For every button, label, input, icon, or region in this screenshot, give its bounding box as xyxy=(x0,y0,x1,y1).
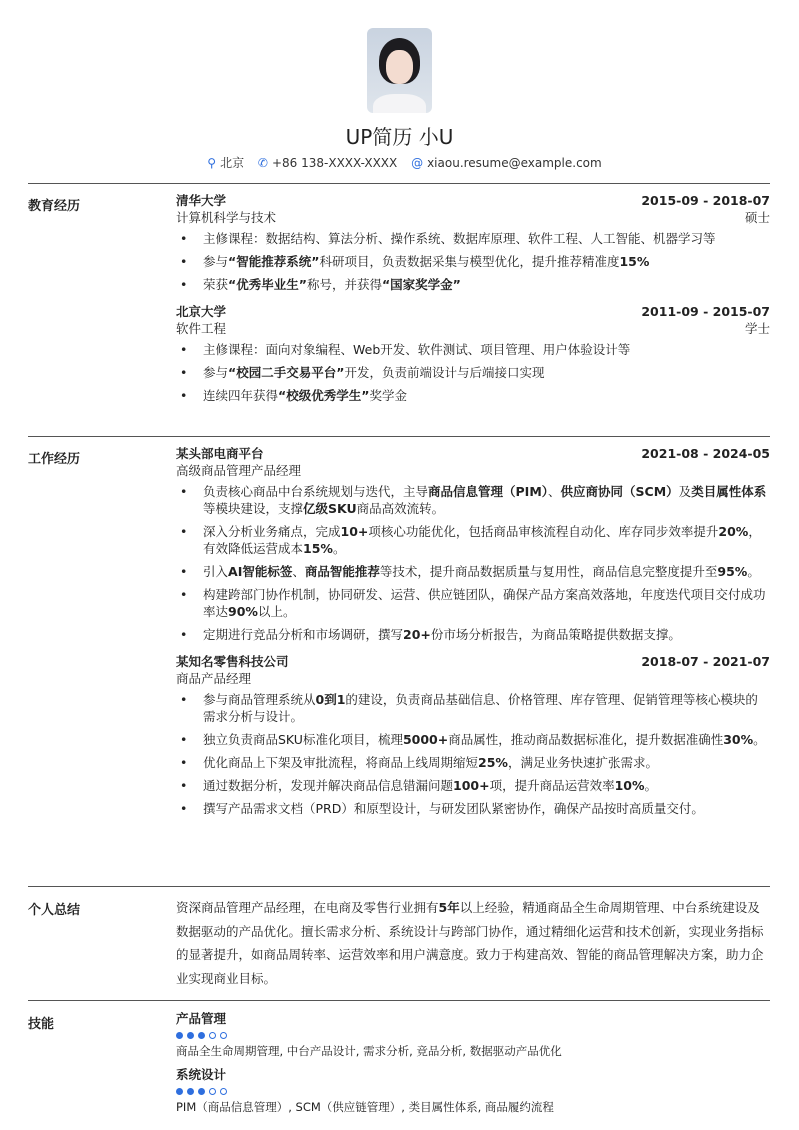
text-segment: 以上。 xyxy=(257,604,296,619)
text-segment: 引入 xyxy=(203,564,229,579)
organization: 清华大学 xyxy=(176,193,227,208)
section-label-summary: 个人总结 xyxy=(28,903,81,918)
text-segment: 定期进行竞品分析和市场调研，撰写 xyxy=(203,627,404,642)
text-segment: 。 xyxy=(644,778,658,793)
contact-info xyxy=(0,154,799,171)
education-entry xyxy=(176,303,770,404)
filled-dot-icon xyxy=(187,1032,194,1039)
bullet-list xyxy=(176,230,770,293)
role: 计算机科学与技术 xyxy=(176,210,277,225)
bold-text: 供应商协同（SCM） xyxy=(560,484,679,499)
list-item xyxy=(176,754,770,771)
list-item xyxy=(176,800,770,817)
bold-text: 亿级SKU xyxy=(303,501,357,516)
text-segment: ，有效降低运营成本 xyxy=(203,524,761,556)
text-segment: 优化商品上下架及审批流程，将商品上线周期缩短 xyxy=(203,755,479,770)
degree: 硕士 xyxy=(744,210,770,225)
text-segment: 、 xyxy=(548,484,561,499)
bold-text: 5000+ xyxy=(402,732,449,747)
divider xyxy=(28,1000,770,1001)
bold-text: “校级优秀学生” xyxy=(278,388,370,403)
text-segment: 通过数据分析，发现并解决商品信息错漏问题 xyxy=(203,778,454,793)
skill-level-rating xyxy=(176,1088,770,1095)
date-range: 2018-07 - 2021-07 xyxy=(641,654,770,669)
empty-dot-icon xyxy=(209,1032,216,1039)
bold-text: 15% xyxy=(619,254,650,269)
text-segment: 深入分析业务痛点，完成 xyxy=(203,524,341,539)
list-item xyxy=(176,691,770,725)
list-item xyxy=(176,731,770,748)
phone-icon: ✆ xyxy=(257,156,268,170)
bold-text: 类目属性体系 xyxy=(691,484,767,499)
bold-text: 5年 xyxy=(438,900,460,915)
text-segment: 。 xyxy=(332,541,346,556)
list-item xyxy=(176,626,770,643)
list-item xyxy=(176,364,770,381)
text-segment: 等模块建设，支撑 xyxy=(203,501,304,516)
date-range: 2021-08 - 2024-05 xyxy=(641,446,770,461)
bold-text: 10% xyxy=(614,778,645,793)
bold-text: 25% xyxy=(478,755,508,770)
list-item xyxy=(176,253,770,270)
education-section xyxy=(176,192,770,410)
text-segment: 资深商品管理产品经理，在电商及零售行业拥有 xyxy=(176,900,439,915)
entry-header xyxy=(176,445,770,462)
role: 商品产品经理 xyxy=(176,671,252,686)
divider xyxy=(28,183,770,184)
bold-text: 0到1 xyxy=(315,692,346,707)
text-segment: 开发，负责前端设计与后端接口实现 xyxy=(344,365,545,380)
text-segment: 奖学金 xyxy=(369,388,407,403)
section-label-education: 教育经历 xyxy=(28,199,81,214)
entry-header xyxy=(176,192,770,209)
filled-dot-icon xyxy=(187,1088,194,1095)
list-item xyxy=(176,777,770,794)
list-item xyxy=(176,341,770,358)
entry-subheader xyxy=(176,320,770,337)
work-section xyxy=(176,445,770,823)
text-segment: 荣获 xyxy=(203,277,229,292)
skill-name: 产品管理 xyxy=(176,1011,227,1026)
divider xyxy=(28,436,770,437)
profile-photo xyxy=(367,28,432,113)
text-segment: 参与商品管理系统从 xyxy=(203,692,316,707)
education-entry xyxy=(176,192,770,293)
text-segment: 等技术，提升商品数据质量与复用性，商品信息完整度提升至 xyxy=(379,564,718,579)
bold-text: 商品智能推荐 xyxy=(304,564,380,579)
empty-dot-icon xyxy=(209,1088,216,1095)
text-segment: 科研项目，负责数据采集与模型优化，提升推荐精准度 xyxy=(319,254,620,269)
bold-text: 95% xyxy=(717,564,748,579)
text-segment: 。 xyxy=(747,564,760,579)
filled-dot-icon xyxy=(176,1088,183,1095)
bold-text: 20% xyxy=(718,524,749,539)
list-item xyxy=(176,483,770,517)
skills-section xyxy=(176,1010,770,1122)
list-item xyxy=(176,563,770,580)
skill-description: PIM（商品信息管理）, SCM（供应链管理）, 类目属性体系, 商品履约流程 xyxy=(176,1100,554,1114)
text-segment: 称号，并获得 xyxy=(306,277,382,292)
text-segment: 的建设，负责商品基础信息、价格管理、库存管理、促销管理等核心模块的需求分析与设计。 xyxy=(203,692,758,724)
list-item xyxy=(176,230,770,247)
bold-text: 90% xyxy=(228,604,258,619)
text-segment: 份市场分析报告，为商品策略提供数据支撑。 xyxy=(430,627,681,642)
text-segment: 项核心功能优化，包括商品审核流程自动化、库存同步效率提升 xyxy=(368,524,719,539)
list-item xyxy=(176,586,770,620)
organization: 北京大学 xyxy=(176,304,227,319)
bold-text: “优秀毕业生” xyxy=(228,277,307,292)
bullet-list xyxy=(176,341,770,404)
bold-text: 15% xyxy=(303,541,333,556)
skill-description: 商品全生命周期管理, 中台产品设计, 需求分析, 竞品分析, 数据驱动产品优化 xyxy=(176,1044,562,1058)
filled-dot-icon xyxy=(176,1032,183,1039)
bold-text: AI智能标签 xyxy=(228,564,293,579)
text-segment: 参与 xyxy=(203,254,229,269)
filled-dot-icon xyxy=(198,1088,205,1095)
text-segment: 。 xyxy=(753,732,766,747)
text-segment: 连续四年获得 xyxy=(203,388,279,403)
entry-subheader xyxy=(176,209,770,226)
work-entry xyxy=(176,445,770,643)
text-segment: 主修课程：数据结构、算法分析、操作系统、数据库原理、软件工程、人工智能、机器学习等 xyxy=(203,231,716,246)
text-segment: 商品属性，推动商品数据标准化，提升数据准确性 xyxy=(448,732,724,747)
bold-text: 100+ xyxy=(453,778,490,793)
text-segment: 商品高效流转。 xyxy=(356,501,445,516)
role: 高级商品管理产品经理 xyxy=(176,463,302,478)
bold-text: 10+ xyxy=(340,524,369,539)
location-icon: ⚲ xyxy=(207,156,217,170)
empty-dot-icon xyxy=(220,1088,227,1095)
text-segment: ，满足业务快速扩张需求。 xyxy=(507,755,658,770)
date-range: 2011-09 - 2015-07 xyxy=(641,304,770,319)
text-segment: 及 xyxy=(678,484,692,499)
text-segment: 独立负责商品SKU标准化项目，梳理 xyxy=(203,732,403,747)
bullet-list xyxy=(176,691,770,817)
city: 北京 xyxy=(220,156,245,170)
section-label-work: 工作经历 xyxy=(28,452,81,467)
email-icon: @ xyxy=(411,156,424,170)
text-segment: 以上经验，精通商品全生命周期管理、中台系统建设及数据驱动的产品优化。擅长需求分析、系统设计与跨部门协作，通过精细化运营和技术创新，实现业务指标的显著提升，如商品周转率、运营效率和用户满意度。致力于构建高效、智能的商品管理解决方案，助力企业实现商业目标。 xyxy=(176,900,764,986)
list-item xyxy=(176,276,770,293)
degree: 学士 xyxy=(744,321,770,336)
skill-name: 系统设计 xyxy=(176,1067,227,1082)
role: 软件工程 xyxy=(176,321,227,336)
skill-level-rating xyxy=(176,1032,770,1039)
organization: 某知名零售科技公司 xyxy=(176,654,289,669)
bold-text: “智能推荐系统” xyxy=(228,254,320,269)
candidate-name: UP简历 小U xyxy=(345,125,454,149)
date-range: 2015-09 - 2018-07 xyxy=(641,193,770,208)
bold-text: 商品信息管理（PIM） xyxy=(428,484,549,499)
filled-dot-icon xyxy=(198,1032,205,1039)
text-segment: 参与 xyxy=(203,365,229,380)
text-segment: 项，提升商品运营效率 xyxy=(489,778,615,793)
text-segment: 主修课程：面向对象编程、Web开发、软件测试、项目管理、用户体验设计等 xyxy=(203,342,631,357)
empty-dot-icon xyxy=(220,1032,227,1039)
bold-text: 30% xyxy=(723,732,754,747)
text-segment: 构建跨部门协作机制，协同研发、运营、供应链团队，确保产品方案高效落地，年度迭代项目交付成功率达 xyxy=(203,587,766,619)
section-label-skills: 技能 xyxy=(28,1017,55,1032)
text-segment: 负责核心商品中台系统规划与迭代，主导 xyxy=(203,484,429,499)
entry-subheader xyxy=(176,670,770,687)
text-segment: 撰写产品需求文档（PRD）和原型设计，与研发团队紧密协作，确保产品按时高质量交付。 xyxy=(203,801,704,816)
entry-header xyxy=(176,303,770,320)
bold-text: “校园二手交易平台” xyxy=(228,365,345,380)
entry-header xyxy=(176,653,770,670)
phone: +86 138-XXXX-XXXX xyxy=(271,156,398,170)
entry-subheader xyxy=(176,462,770,479)
divider xyxy=(28,886,770,887)
email[interactable]: xiaou.resume@example.com xyxy=(427,156,602,170)
bold-text: “国家奖学金” xyxy=(381,277,461,292)
bullet-list xyxy=(176,483,770,643)
organization: 某头部电商平台 xyxy=(176,446,264,461)
work-entry xyxy=(176,653,770,817)
list-item xyxy=(176,387,770,404)
text-segment: 、 xyxy=(292,564,305,579)
summary-text xyxy=(176,896,770,990)
bold-text: 20+ xyxy=(403,627,431,642)
list-item xyxy=(176,523,770,557)
